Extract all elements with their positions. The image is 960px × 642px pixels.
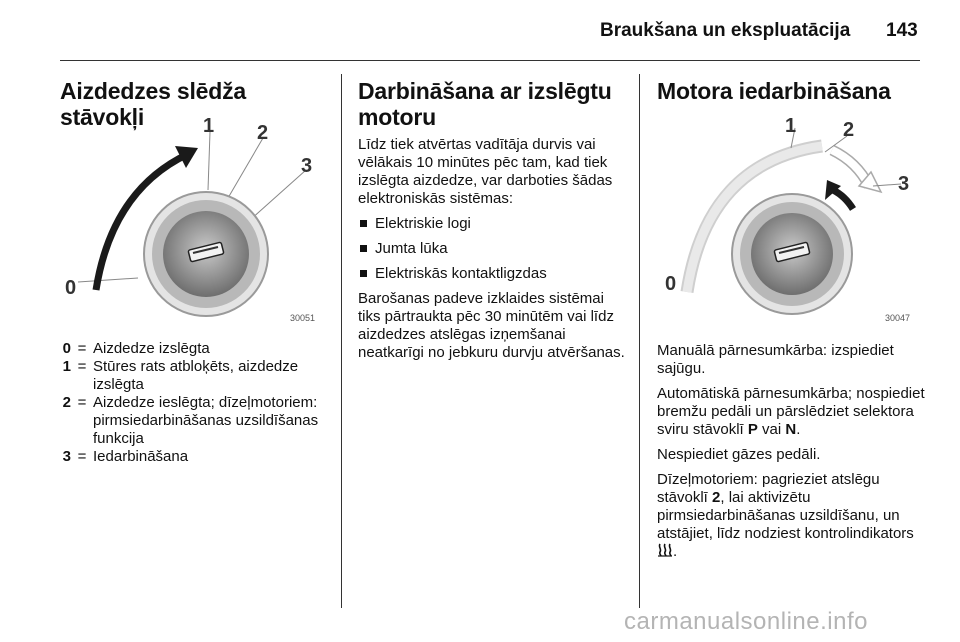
column-divider-2 (639, 74, 640, 608)
running-header-title: Braukšana un ekspluatācija (600, 20, 851, 41)
paragraph-accelerator: Nespiediet gāzes pedāli. (657, 446, 821, 463)
figure-label-3: 3 (898, 173, 910, 195)
gear-position-p: P (747, 421, 758, 438)
legend-key: 2 (62, 394, 71, 411)
paragraph-automatic-gearbox (657, 385, 925, 439)
watermark: carmanualsonline.info (624, 608, 868, 635)
legend-equals: = (77, 394, 87, 411)
column-divider-1 (341, 74, 342, 608)
header-rule (60, 60, 920, 61)
figure-label-2: 2 (257, 122, 269, 144)
legend-key: 0 (62, 340, 71, 357)
figure-label-1: 1 (785, 115, 797, 137)
ignition-switch-illustration (60, 112, 322, 326)
section-heading-engine-start: Motora iedarbināšana (657, 78, 891, 104)
column-engine-start (657, 78, 925, 104)
text-run: vai (757, 421, 786, 438)
text-run: . (796, 421, 801, 438)
text-run: Dīzeļmotoriem: pagrieziet atslēgu stāvoklī (657, 471, 880, 506)
legend-equals: = (77, 340, 87, 357)
paragraph-manual-gearbox: Manuālā pārnesumkārba: izspiediet sajūgu. (657, 342, 894, 377)
glow-plug-indicator-icon (657, 543, 673, 557)
legend-key: 3 (62, 448, 71, 465)
bullet-list-systems (358, 215, 626, 283)
gear-position-n: N (785, 421, 797, 438)
figure-label-0: 0 (65, 277, 77, 299)
figure-label-1: 1 (203, 115, 215, 137)
legend-key: 1 (62, 358, 71, 375)
figure-code: 30051 (290, 313, 316, 323)
section-heading-ignition-positions: Aizdedzes slēdža stāvokļi (60, 78, 246, 130)
legend-text: Aizdedze ieslēgta; dīzeļmotoriem: pirmsiedarbināšanas uzsildīšanas funkcija (93, 394, 319, 447)
legend-equals: = (77, 358, 87, 375)
figure-label-2: 2 (843, 119, 855, 141)
figure-label-3: 3 (301, 155, 313, 177)
legend-ignition-positions (60, 340, 330, 466)
legend-row (60, 448, 330, 466)
paragraph-intro: Līdz tiek atvērtas vadītāja durvis vai vēlākais 10 minūtes pēc tam, kad tiek izslēgta aizdedze, var darboties šādas elektroniskās sistēmas: (358, 136, 613, 207)
engine-start-instructions (657, 342, 925, 568)
legend-text: Stūres rats atbloķēts, aizdedze izslēgta (93, 358, 299, 393)
legend-row (60, 358, 330, 394)
text-run: , lai aktivizētu pirmsiedarbināšanas uzsildīšanu, un atstājiet, līdz nodziest kontrolindikators (657, 489, 914, 542)
figure-engine-start (657, 112, 921, 331)
legend-text: Aizdedze izslēgta (93, 340, 210, 357)
figure-ignition-switch (60, 112, 322, 331)
legend-row (60, 394, 330, 448)
list-item: Elektriskās kontaktligzdas (358, 265, 626, 283)
legend-text: Iedarbināšana (93, 448, 189, 465)
list-item: Jumta lūka (358, 240, 626, 258)
engine-start-illustration (657, 112, 921, 326)
key-position-2: 2 (712, 489, 721, 506)
page-number: 143 (886, 20, 918, 41)
figure-label-0: 0 (665, 273, 677, 295)
section-heading-engine-off-operation: Darbināšana ar izslēgtu motoru (358, 78, 612, 130)
text-run: Automātiskā pārnesumkārba; nospiediet bremžu pedāli un pārslēdziet selektora sviru stāvoklī (657, 385, 925, 438)
paragraph-infotainment: Barošanas padeve izklaides sistēmai tiks pārtraukta pēc 30 minūtēm vai līdz aizdedzes atslēgas izņemšanai neatkarīgi no jebkuru durvju atvēršanas. (358, 290, 625, 361)
figure-code: 30047 (885, 313, 911, 323)
text-run: . (673, 543, 678, 560)
paragraph-diesel (657, 471, 925, 561)
list-item: Elektriskie logi (358, 215, 626, 233)
legend-equals: = (77, 448, 87, 465)
column-engine-off-operation (358, 78, 626, 369)
legend-row (60, 340, 330, 358)
